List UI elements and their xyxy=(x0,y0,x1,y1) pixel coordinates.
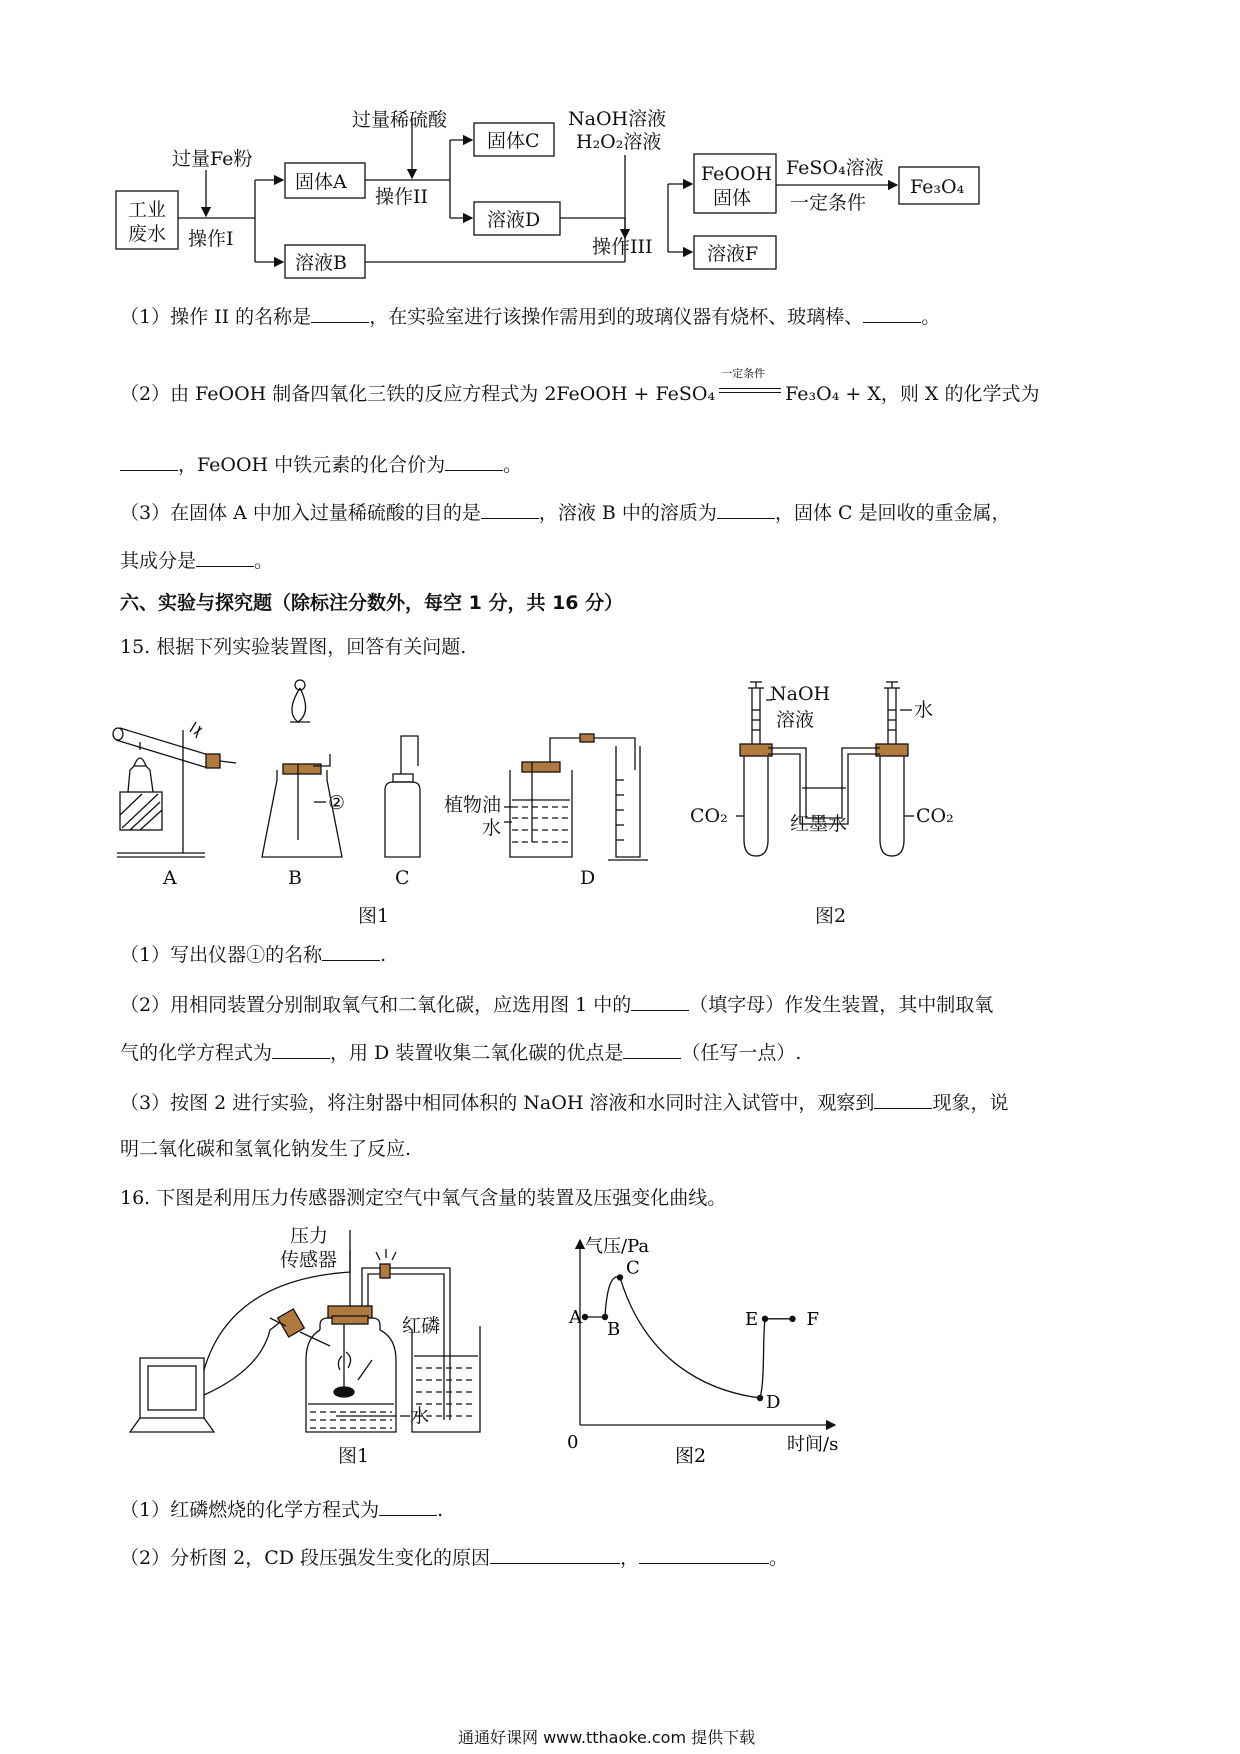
label-d: D xyxy=(580,867,596,889)
answer-blank[interactable] xyxy=(272,1042,330,1059)
label-mark-2: ② xyxy=(328,792,346,814)
answer-blank[interactable] xyxy=(196,550,254,567)
naoh-label: NaOH溶液 xyxy=(568,108,667,130)
feooh-label-2: 固体 xyxy=(713,187,752,209)
answer-blank[interactable] xyxy=(631,994,689,1011)
section-6-heading: 六、实验与探究题（除标注分数外，每空 1 分，共 16 分） xyxy=(120,592,624,614)
q16-p2-c: 。 xyxy=(769,1547,789,1569)
q14-part3 xyxy=(120,502,1011,523)
answer-blank[interactable] xyxy=(445,454,503,471)
condition-label: 一定条件 xyxy=(790,192,867,214)
point-c xyxy=(617,1274,623,1280)
q15-stem: 15. 根据下列实验装置图，回答有关问题. xyxy=(120,636,467,658)
feso4-label: FeSO₄溶液 xyxy=(786,157,884,179)
q15-apparatus-figures xyxy=(0,670,1240,930)
answer-blank[interactable] xyxy=(717,502,775,519)
solution-f-label: 溶液F xyxy=(707,243,759,265)
q15-part2-cont xyxy=(120,1042,801,1063)
label-b: B xyxy=(288,867,302,889)
solid-c-label: 固体C xyxy=(487,130,540,152)
q14-part2-cont xyxy=(120,454,522,475)
point-d xyxy=(757,1395,763,1401)
q15-part1 xyxy=(120,944,386,965)
label-co2-right: CO₂ xyxy=(916,805,954,827)
point-label-b: B xyxy=(607,1319,621,1340)
point-label-f: F xyxy=(806,1308,819,1330)
answer-blank[interactable] xyxy=(490,1547,620,1564)
q16-p2-a: （2）分析图 2，CD 段压强发生变化的原因 xyxy=(120,1547,491,1569)
answer-blank[interactable] xyxy=(623,1042,681,1059)
label-naoh: NaOH xyxy=(770,683,831,705)
waste-label-1: 工业 xyxy=(128,199,167,221)
q14-p2-b: Fe₃O₄ + X，则 X 的化学式为 xyxy=(785,383,1040,405)
q14-p2-c: ，FeOOH 中铁元素的化合价为 xyxy=(178,454,446,476)
q15-p2-d: ，用 D 装置收集二氧化碳的优点是 xyxy=(330,1042,624,1064)
op2-label: 操作II xyxy=(375,186,429,208)
q16-part2 xyxy=(120,1547,788,1568)
origin-label: 0 xyxy=(567,1432,579,1453)
label-red-phosphorus: 红磷 xyxy=(402,1315,441,1337)
point-a xyxy=(582,1314,588,1320)
q14-part2 xyxy=(120,367,1040,405)
point-label-a: A xyxy=(569,1307,582,1328)
answer-blank[interactable] xyxy=(311,306,369,323)
q15-p1-b: . xyxy=(380,944,387,966)
excess-acid-label: 过量稀硫酸 xyxy=(352,109,448,131)
q16-part1 xyxy=(120,1499,443,1520)
q15-part3-cont xyxy=(120,1140,411,1159)
waste-label-2: 废水 xyxy=(128,223,167,245)
q14-p2-d: 。 xyxy=(503,454,523,476)
q15-part3 xyxy=(120,1092,1008,1113)
q16-stem: 16. 下图是利用压力传感器测定空气中氧气含量的装置及压强变化曲线。 xyxy=(120,1187,727,1209)
q14-p3-c: ，固体 C 是回收的重金属， xyxy=(774,502,1011,524)
label-red-ink: 红墨水 xyxy=(790,813,848,835)
q14-p3-d: 其成分是 xyxy=(120,550,197,572)
fig2-caption: 图2 xyxy=(815,905,847,927)
point-label-d: D xyxy=(766,1392,781,1413)
reaction-condition-arrow xyxy=(719,367,781,400)
point-label-e: E xyxy=(745,1308,759,1330)
apparatus-d xyxy=(504,734,648,860)
feooh-label-1: FeOOH xyxy=(701,163,773,185)
label-solution: 溶液 xyxy=(776,709,815,731)
excess-fe-label: 过量Fe粉 xyxy=(172,148,253,170)
op1-label: 操作I xyxy=(188,228,234,250)
op3-label: 操作III xyxy=(592,236,653,258)
solid-a-label: 固体A xyxy=(295,171,347,193)
process-flowchart xyxy=(0,0,1240,290)
answer-blank[interactable] xyxy=(322,944,380,961)
footer-watermark: 通通好课网 www.tthaoke.com 提供下载 xyxy=(458,1728,756,1747)
label-co2-left: CO₂ xyxy=(690,805,728,827)
apparatus-c xyxy=(385,736,420,857)
q14-p3-a: （3）在固体 A 中加入过量稀硫酸的目的是 xyxy=(120,502,481,524)
q14-p1-b: ，在实验室进行该操作需用到的玻璃仪器有烧杯、玻璃棒、 xyxy=(369,306,864,328)
label-water-fig2: 水 xyxy=(914,699,934,721)
q15-p2-c: 气的化学方程式为 xyxy=(120,1042,273,1064)
q16-fig2-caption: 图2 xyxy=(675,1445,707,1467)
answer-blank[interactable] xyxy=(639,1547,769,1564)
q15-p1-a: （1）写出仪器①的名称 xyxy=(120,944,323,966)
q14-p2-a: （2）由 FeOOH 制备四氧化三铁的反应方程式为 2FeOOH + FeSO₄ xyxy=(120,383,716,405)
q15-p2-a: （2）用相同装置分别制取氧气和二氧化碳，应选用图 1 中的 xyxy=(120,994,632,1016)
q15-p3-a: （3）按图 2 进行实验，将注射器中相同体积的 NaOH 溶液和水同时注入试管中，观察到 xyxy=(120,1092,875,1114)
x-axis-label: 时间/s xyxy=(787,1434,839,1455)
q15-p2-e: （任写一点）. xyxy=(681,1042,802,1064)
answer-blank[interactable] xyxy=(481,502,539,519)
q16-p2-b: ， xyxy=(620,1547,640,1569)
q14-part1 xyxy=(120,306,940,327)
label-water-q16: 水 xyxy=(410,1405,430,1427)
q15-p3-b: 现象，说 xyxy=(932,1092,1009,1114)
label-sensor-2: 传感器 xyxy=(280,1249,338,1271)
h2o2-label: H₂O₂溶液 xyxy=(576,131,662,153)
label-water: 水 xyxy=(482,817,502,839)
label-c: C xyxy=(395,867,410,889)
fig1-caption: 图1 xyxy=(358,905,390,927)
q15-p3-c: 明二氧化碳和氢氧化钠发生了反应. xyxy=(120,1138,412,1160)
q16-fig1-caption: 图1 xyxy=(338,1445,370,1467)
fe3o4-label: Fe₃O₄ xyxy=(910,176,965,198)
answer-blank[interactable] xyxy=(874,1092,932,1109)
label-a: A xyxy=(163,867,177,889)
answer-blank[interactable] xyxy=(863,306,921,323)
y-axis-label: 气压/Pa xyxy=(585,1236,650,1257)
answer-blank[interactable] xyxy=(379,1499,437,1516)
solution-b-label: 溶液B xyxy=(295,252,347,274)
q14-p1-c: 。 xyxy=(921,306,941,328)
q14-p3-e: 。 xyxy=(254,550,274,572)
point-e xyxy=(762,1316,768,1322)
q16-p1-a: （1）红磷燃烧的化学方程式为 xyxy=(120,1499,380,1521)
solution-d-label: 溶液D xyxy=(487,209,541,231)
pressure-chart xyxy=(555,1220,855,1470)
apparatus-b xyxy=(262,680,342,857)
answer-blank[interactable] xyxy=(120,454,178,471)
q14-p1-a: （1）操作 II 的名称是 xyxy=(120,306,312,328)
q15-part2 xyxy=(120,994,993,1015)
label-sensor-1: 压力 xyxy=(290,1225,329,1247)
reaction-condition-text: 一定条件 xyxy=(721,367,766,380)
point-label-c: C xyxy=(626,1257,640,1279)
point-f xyxy=(789,1316,795,1322)
label-oil: 植物油 xyxy=(444,794,502,816)
q14-p3-b: ，溶液 B 中的溶质为 xyxy=(538,502,717,524)
q15-p2-b: （填字母）作发生装置，其中制取氧 xyxy=(689,994,994,1016)
q16-p1-b: . xyxy=(437,1499,444,1521)
q14-part3-cont xyxy=(120,550,273,571)
apparatus-a xyxy=(113,722,236,857)
